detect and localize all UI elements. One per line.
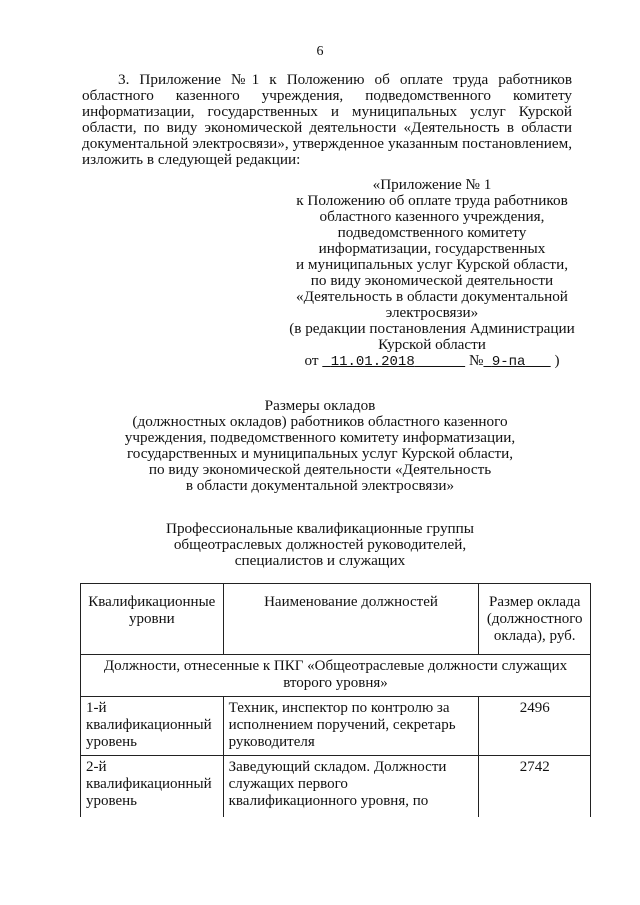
- clause-text: [82, 72, 572, 168]
- appendix-line: по виду экономической деятельности: [310, 272, 554, 289]
- appendix-line: «Деятельность в области документальной: [296, 288, 568, 305]
- title-line: учреждения, подведомственного комитету информатизации,: [124, 429, 516, 446]
- clause-line: изложить в следующей редакции:: [82, 151, 301, 168]
- table-row: [81, 756, 591, 818]
- level-cell: 1-й квалификационный уровень: [81, 697, 224, 756]
- number-prefix: №: [468, 352, 484, 369]
- positions-cell: Техник, инспектор по контролю за исполнением поручений, секретарь руководителя: [223, 697, 479, 756]
- appendix-line: к Положению об оплате труда работников: [296, 192, 568, 209]
- table-header-row: [81, 584, 591, 655]
- title-line: общеотраслевых должностей руководителей,: [173, 536, 467, 553]
- clause-line: области, по виду экономической деятельности «Деятельность в области: [82, 119, 572, 136]
- title-line: (должностных окладов) работников областного казенного: [132, 413, 508, 430]
- title-line: Профессиональные квалификационные группы: [165, 520, 474, 537]
- resolution-number-value: 9-па: [491, 354, 526, 370]
- title-line: специалистов и служащих: [234, 552, 406, 569]
- appendix-line: подведомственного комитету: [337, 224, 527, 241]
- clause-line: областного казенного учреждения, подведомственного комитету: [82, 87, 572, 104]
- salary-sizes-title: [0, 398, 640, 494]
- salary-cell: 2742: [479, 756, 591, 818]
- from-suffix: ): [554, 352, 560, 369]
- title-line: Размеры окладов: [264, 397, 376, 414]
- appendix-line: (в редакции постановления Администрации: [289, 320, 575, 337]
- title-line: по виду экономической деятельности «Деятельность: [148, 461, 492, 478]
- group-row: [81, 655, 591, 697]
- header-level: Квалификационные уровни: [81, 584, 224, 655]
- header-salary: Размер оклада (должностного оклада), руб.: [479, 584, 591, 655]
- appendix-header: [282, 177, 582, 370]
- amendment-clause: [82, 72, 572, 168]
- appendix-line: информатизации, государственных: [318, 240, 546, 257]
- salary-table: [80, 583, 591, 817]
- resolution-date: [322, 354, 465, 370]
- group-title-cell: Должности, отнесенные к ПКГ «Общеотраслевые должности служащих второго уровня»: [81, 655, 591, 697]
- resolution-number: [483, 354, 550, 370]
- clause-line: информатизации, государственных и муниципальных услуг Курской: [82, 103, 572, 120]
- title-line: государственных и муниципальных услуг Курской области,: [126, 445, 514, 462]
- appendix-line: электросвязи»: [385, 304, 479, 321]
- level-cell: 2-й квалификационный уровень: [81, 756, 224, 818]
- qualification-groups-title: [0, 521, 640, 569]
- positions-cell: Заведующий складом. Должности служащих первого квалификационного уровня, по: [223, 756, 479, 818]
- resolution-date-value: 11.01.2018: [330, 354, 415, 370]
- resolution-date-line: [282, 353, 582, 370]
- clause-line: 3. Приложение №1 к Положению об оплате труда работников: [118, 71, 572, 88]
- page-number: 6: [316, 44, 324, 59]
- appendix-line: Курской области: [378, 336, 486, 353]
- appendix-line: «Приложение № 1: [372, 176, 492, 193]
- header-positions: Наименование должностей: [223, 584, 479, 655]
- from-prefix: от: [304, 352, 319, 369]
- appendix-line: и муниципальных услуг Курской области,: [295, 256, 568, 273]
- salary-cell: 2496: [479, 697, 591, 756]
- appendix-line: областного казенного учреждения,: [319, 208, 545, 225]
- title-line: в области документальной электросвязи»: [185, 477, 455, 494]
- clause-line: документальной электросвязи», утвержденное указанным постановлением,: [82, 135, 572, 152]
- table-row: [81, 697, 591, 756]
